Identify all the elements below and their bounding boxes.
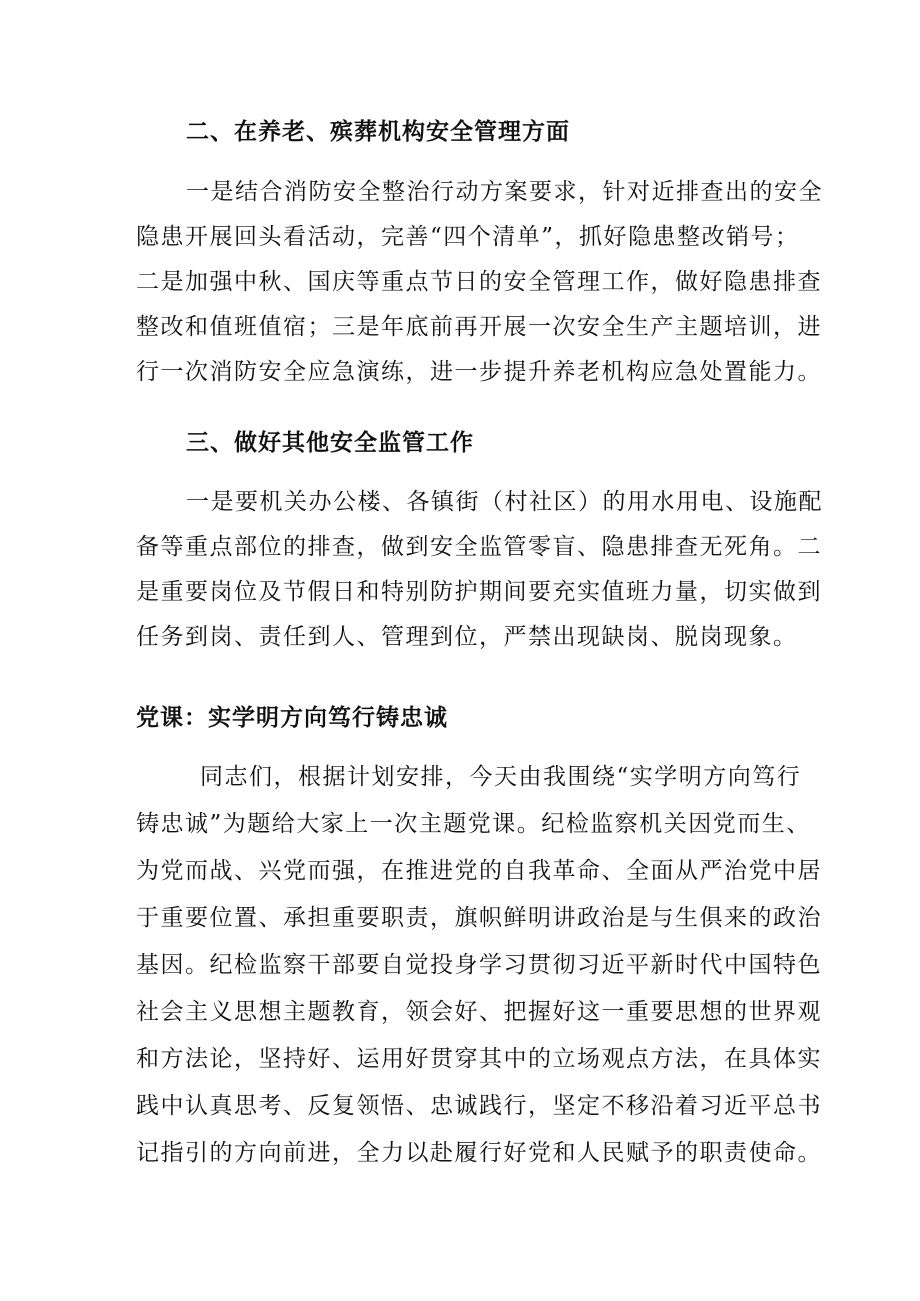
paragraph-line: 任务到岗、责任到人、管理到位，严禁出现缺岗、脱岗现象。 xyxy=(136,624,798,650)
paragraph-line: 二是加强中秋、国庆等重点节日的安全管理工作，做好隐患排查 xyxy=(136,269,822,295)
lecture-body xyxy=(136,754,822,1177)
paragraph-line: 基因。纪检监察干部要自觉投身学习贯彻习近平新时代中国特色 xyxy=(136,952,822,978)
paragraph-line: 记指引的方向前进，全力以赴履行好党和人民赋予的职责使命。 xyxy=(136,1140,822,1166)
section-2-heading: 二、在养老、殡葬机构安全管理方面 xyxy=(186,118,570,145)
section-2-body xyxy=(136,170,823,395)
paragraph-line: 为党而战、兴党而强，在推进党的自我革命、全面从严治党中居 xyxy=(136,858,822,884)
lecture-paragraph xyxy=(136,754,822,1177)
section-2-heading-block xyxy=(186,116,838,148)
lecture-heading-block xyxy=(136,702,788,734)
lecture-heading: 党课：实学明方向笃行铸忠诚 xyxy=(136,704,448,731)
paragraph-line: 一是要机关办公楼、各镇街（村社区）的用水用电、设施配 xyxy=(186,489,823,515)
paragraph-line: 于重要位置、承担重要职责，旗帜鲜明讲政治是与生俱来的政治 xyxy=(136,905,822,931)
section-3-heading: 三、做好其他安全监管工作 xyxy=(186,429,474,456)
section-3-body xyxy=(136,480,823,660)
section-3-paragraph xyxy=(136,480,823,660)
paragraph-line: 行一次消防安全应急演练，进一步提升养老机构应急处置能力。 xyxy=(136,359,822,385)
paragraph-line: 和方法论，坚持好、运用好贯穿其中的立场观点方法，在具体实 xyxy=(136,1046,822,1072)
paragraph-line: 践中认真思考、反复领悟、忠诚践行，坚定不移沿着习近平总书 xyxy=(136,1093,822,1119)
paragraph-line: 社会主义思想主题教育，领会好、把握好这一重要思想的世界观 xyxy=(136,999,822,1025)
paragraph-line: 备等重点部位的排查，做到安全监管零盲、隐患排查无死角。二 xyxy=(136,534,822,560)
paragraph-line: 整改和值班值宿；三是年底前再开展一次安全生产主题培训，进 xyxy=(136,314,822,340)
section-3-heading-block xyxy=(186,427,838,459)
paragraph-line: 一是结合消防安全整治行动方案要求，针对近排查出的安全 xyxy=(186,179,823,205)
paragraph-line: 铸忠诚”为题给大家上一次主题党课。纪检监察机关因党而生、 xyxy=(136,811,811,837)
section-2-paragraph xyxy=(136,170,823,395)
paragraph-line: 是重要岗位及节假日和特别防护期间要充实值班力量，切实做到 xyxy=(136,579,822,605)
paragraph-line: 隐患开展回头看活动，完善“四个清单”，抓好隐患整改销号； xyxy=(136,224,800,250)
paragraph-line: 同志们，根据计划安排，今天由我围绕“实学明方向笃行 xyxy=(200,764,802,790)
